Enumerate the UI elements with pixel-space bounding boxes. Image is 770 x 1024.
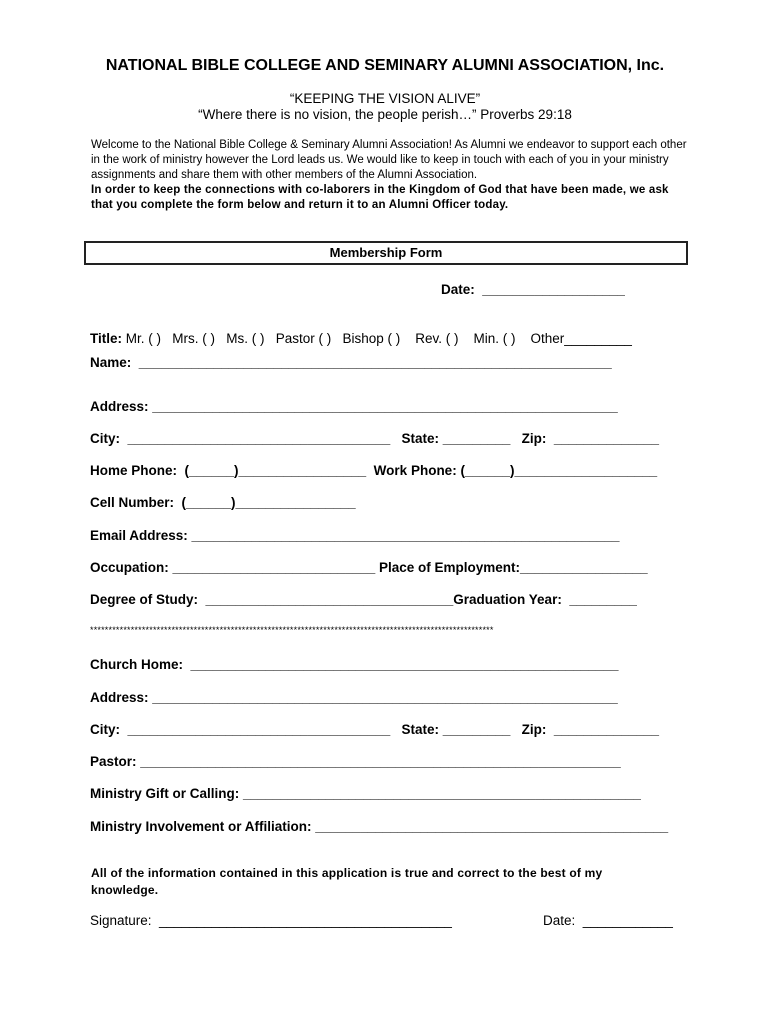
pastor-field[interactable]: Pastor: ________________________________________________________________ <box>90 754 621 769</box>
date-field[interactable]: Date: ___________________ <box>441 282 625 297</box>
address-field[interactable]: Address: ______________________________________________________________ <box>90 399 618 414</box>
ministry-gift-field[interactable]: Ministry Gift or Calling: _____________________________________________________ <box>90 786 641 801</box>
title-field[interactable] <box>90 331 632 346</box>
motto: “KEEPING THE VISION ALIVE” <box>289 91 481 106</box>
cell-number-field[interactable]: Cell Number: (______)________________ <box>90 495 356 510</box>
form-heading: Membership Form <box>84 241 688 265</box>
section-separator: ************************************************************************************************************* <box>90 625 494 635</box>
church-address-field[interactable]: Address: ______________________________________________________________ <box>90 690 618 705</box>
intro-text <box>91 138 691 213</box>
church-home-field[interactable]: Church Home: _________________________________________________________ <box>90 657 619 672</box>
title-label: Title: <box>90 331 123 346</box>
signature-field[interactable]: Signature: _______________________________________ <box>90 913 452 928</box>
request-paragraph: In order to keep the connections with co-laborers in the Kingdom of God that have been made, we ask that you complete the form below and return it to an Alumni Officer today. <box>91 184 669 211</box>
ministry-involvement-field[interactable]: Ministry Involvement or Affiliation: _______________________________________________ <box>90 819 669 834</box>
degree-field[interactable]: Degree of Study: _________________________________Graduation Year: _________ <box>90 592 637 607</box>
city-state-zip-field[interactable]: City: ___________________________________ State: _________ Zip: ______________ <box>90 431 659 446</box>
signature-date-field[interactable]: Date: ____________ <box>543 913 673 928</box>
welcome-paragraph: Welcome to the National Bible College & Seminary Alumni Association! As Alumni we endeavor to support each other in the work of ministry however the Lord leads us. We would like to keep in touch with each of you in your ministry assignments and share them with other members of the Alumni Association. <box>91 139 687 181</box>
phone-fields[interactable]: Home Phone: (______)_________________ Work Phone: (______)___________________ <box>90 463 658 478</box>
attestation-statement: All of the information contained in this application is true and correct to the best of my knowledge. <box>91 866 603 897</box>
scripture-verse: “Where there is no vision, the people perish…” Proverbs 29:18 <box>198 107 572 122</box>
occupation-field[interactable]: Occupation: ___________________________ Place of Employment:_________________ <box>90 560 648 575</box>
title-options[interactable]: Mr. ( ) Mrs. ( ) Ms. ( ) Pastor ( ) Bishop ( ) Rev. ( ) Min. ( ) Other_________ <box>125 331 632 346</box>
church-city-state-zip-field[interactable]: City: ___________________________________ State: _________ Zip: ______________ <box>90 722 659 737</box>
name-field[interactable]: Name: _______________________________________________________________ <box>90 355 612 370</box>
association-title: NATIONAL BIBLE COLLEGE AND SEMINARY ALUMNI ASSOCIATION, Inc. <box>105 57 665 74</box>
email-field[interactable]: Email Address: _________________________________________________________ <box>90 528 620 543</box>
